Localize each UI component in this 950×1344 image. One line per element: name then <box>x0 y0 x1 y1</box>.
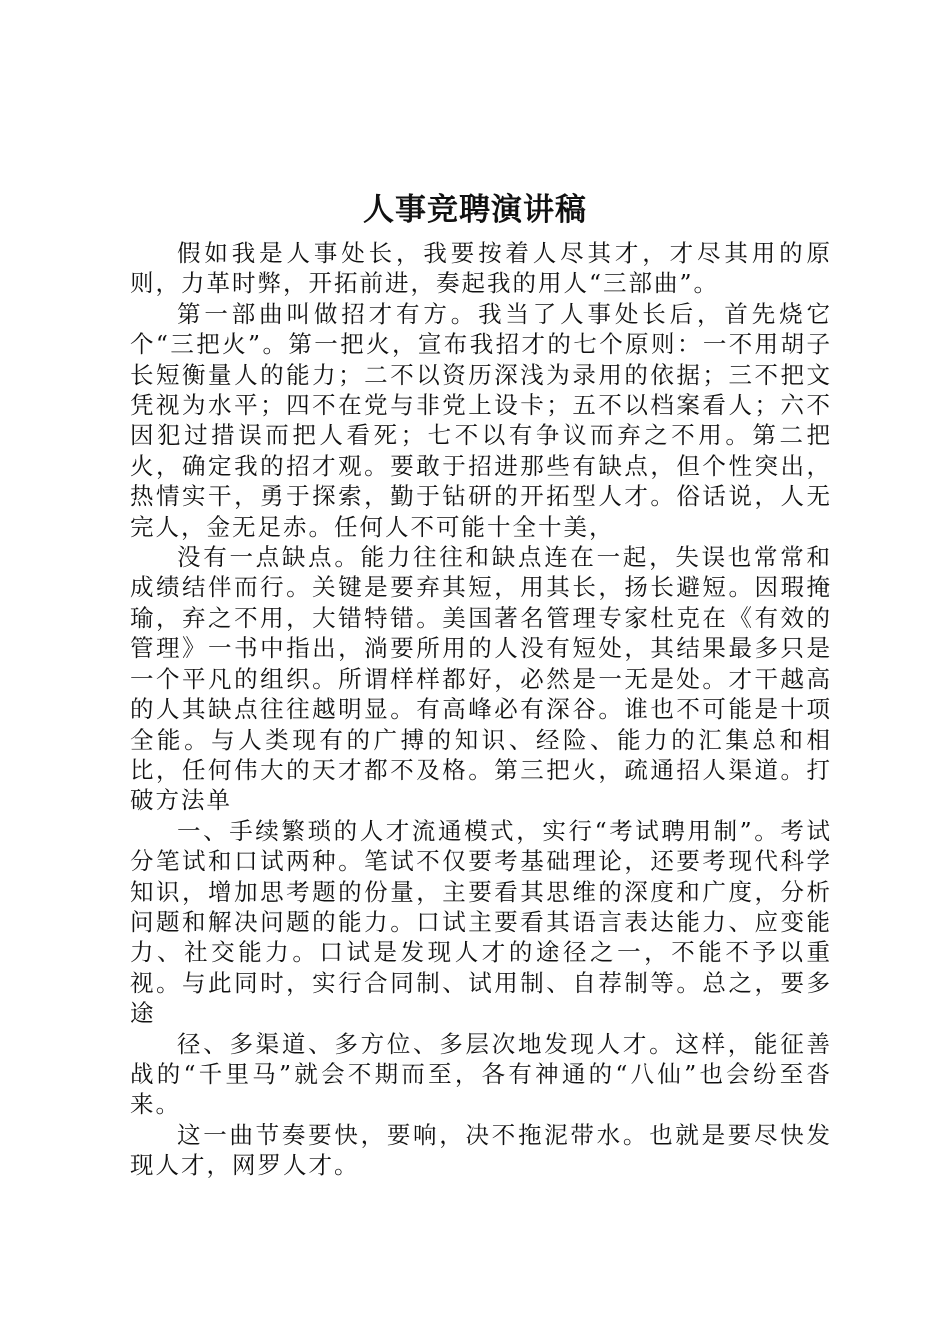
paragraph-3: 没有一点缺点。能力往往和缺点连在一起，失误也常常和成绩结伴而行。关键是要弃其短，用其长，扬长避短。因瑕掩瑜，弃之不用，大错特错。美国著名管理专家杜克在《有效的管理》一书中指出，淌要所用的人没有短处，其结果最多只是一个平凡的组织。所谓样样都好，必然是一无是处。才干越高的人其缺点往往越明显。有高峰必有深谷。谁也不可能是十项全能。与人类现有的广搏的知识、经险、能力的汇集总和相比，任何伟大的天才都不及格。第三把火，疏通招人渠道。打破方法单 <box>130 543 832 815</box>
document-body <box>130 238 832 1181</box>
paragraph-5: 径、多渠道、多方位、多层次地发现人才。这样，能征善战的“千里马”就会不期而至，各有神通的“八仙”也会纷至沓来。 <box>130 1029 832 1119</box>
paragraph-2: 第一部曲叫做招才有方。我当了人事处长后，首先烧它个“三把火”。第一把火，宣布我招才的七个原则：一不用胡子长短衡量人的能力；二不以资历深浅为录用的依据；三不把文凭视为水平；四不在党与非党上设卡；五不以档案看人；六不因犯过措误而把人看死；七不以有争议而弃之不用。第二把火，确定我的招才观。要敢于招进那些有缺点，但个性突出，热情实干，勇于探索，勤于钻研的开拓型人才。俗话说，人无完人，金无足赤。任何人不可能十全十美， <box>130 299 832 541</box>
paragraph-6: 这一曲节奏要快，要响，决不拖泥带水。也就是要尽快发现人才，网罗人才。 <box>130 1120 832 1180</box>
paragraph-4: 一、手续繁琐的人才流通模式，实行“考试聘用制”。考试分笔试和口试两种。笔试不仅要考基础理论，还要考现代科学知识，增加思考题的份量，主要看其思维的深度和广度，分析问题和解决问题的能力。口试主要看其语言表达能力、应变能力、社交能力。口试是发现人才的途径之一，不能不予以重视。与此同时，实行合同制、试用制、自荐制等。总之，要多途 <box>130 816 832 1028</box>
document-title: 人事竞聘演讲稿 <box>363 192 587 228</box>
paragraph-1: 假如我是人事处长，我要按着人尽其才，才尽其用的原则，力革时弊，开拓前进，奏起我的用人“三部曲”。 <box>130 239 832 298</box>
